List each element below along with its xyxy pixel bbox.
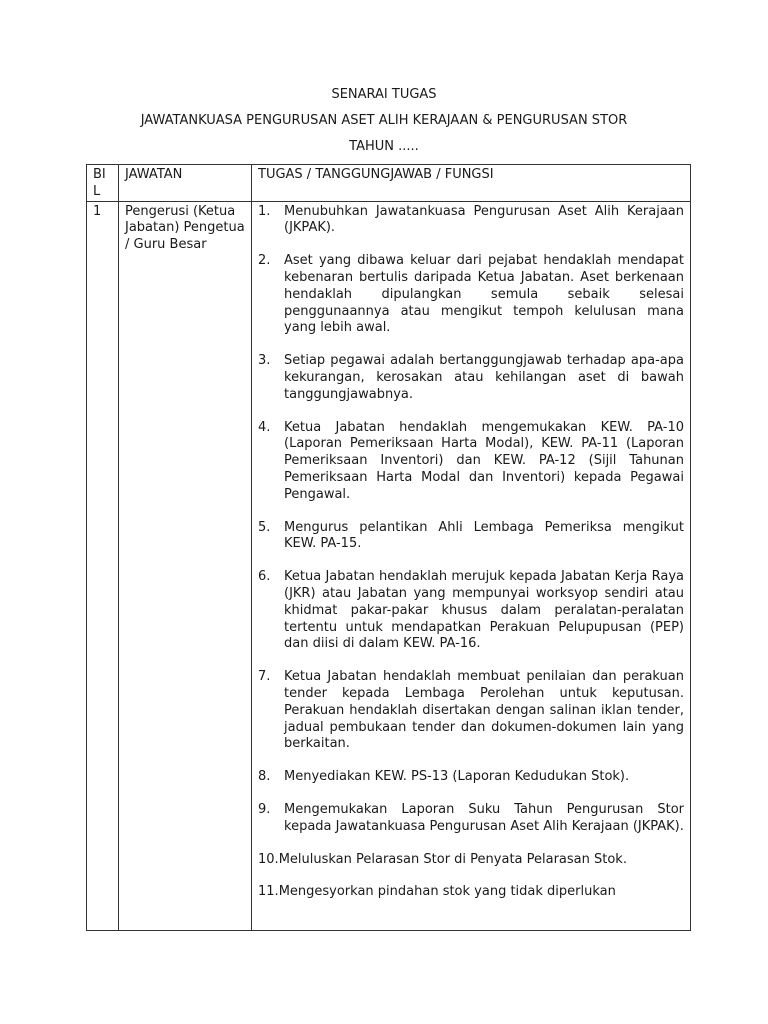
cell-jawatan: Pengerusi (Ketua Jabatan) Pengetua / Guru Besar [119,201,252,930]
document-subtitle: JAWATANKUASA PENGURUSAN ASET ALIH KERAJAAN & PENGURUSAN STOR [140,113,628,128]
duty-list [258,204,684,902]
document-year-line: TAHUN ..... [349,139,419,154]
duty-item: 8. Menyediakan KEW. PS-13 (Laporan Kedudukan Stok). [258,769,630,785]
duty-item: 11.Mengesyorkan pindahan stok yang tidak diperlukan [258,884,616,900]
cell-duties [252,201,691,930]
document-title: SENARAI TUGAS [331,87,437,102]
duty-item: 9. Mengemukakan Laporan Suku Tahun Pengurusan Stor kepada Jawatankuasa Pengurusan Aset Alih Kerajaan (JKPAK). [258,801,684,834]
duty-item: 10.Meluluskan Pelarasan Stor di Penyata Pelarasan Stok. [258,851,627,867]
duty-item: 6. Ketua Jabatan hendaklah merujuk kepada Jabatan Kerja Raya (JKR) atau Jabatan yang mempunyai worksyop sendiri atau khidmat pakar-pakar khusus dalam peralatan-peralatan tertentu untuk mendapatkan Perakuan Pelupupusan (PEP) dan diisi di dalam KEW. PA-16. [258,569,684,652]
duty-item: 5. Mengurus pelantikan Ahli Lembaga Pemeriksa mengikut KEW. PA-15. [258,519,684,552]
header-bil: BIL [87,165,119,202]
header-jawatan: JAWATAN [119,165,252,202]
duty-item: 3. Setiap pegawai adalah bertanggungjawab terhadap apa-apa kekurangan, kerosakan atau kehilangan aset di bawah tanggungjawabnya. [258,353,684,402]
duty-table [86,164,691,931]
duty-item: 1. Menubuhkan Jawatankuasa Pengurusan Aset Alih Kerajaan (JKPAK). [258,203,684,236]
cell-bil: 1 [87,201,119,930]
table-header-row [87,165,691,202]
duty-item: 4. Ketua Jabatan hendaklah mengemukakan KEW. PA-10 (Laporan Pemeriksaan Harta Modal), KEW. PA-11 (Laporan Pemeriksaan Inventori) dan KEW. PA-12 (Sijil Tahunan Pemeriksaan Harta Modal dan Inventori) kepada Pegawai Pengawal. [258,419,684,502]
duty-item: 7. Ketua Jabatan hendaklah membuat penilaian dan perakuan tender kepada Lembaga Perolehan untuk keputusan. Perakuan hendaklah disertakan dengan salinan iklan tender, jadual pembukaan tender dan dokumen-dokumen lain yang berkaitan. [258,669,684,752]
table-row [87,201,691,930]
header-tugas: TUGAS / TANGGUNGJAWAB / FUNGSI [252,165,691,202]
duty-item: 2. Aset yang dibawa keluar dari pejabat hendaklah mendapat kebenaran bertulis daripada Ketua Jabatan. Aset berkenaan hendaklah dipulangkan semula sebaik selesai penggunaannya atau mengikut tempoh kelulusan mana yang lebih awal. [258,253,684,336]
